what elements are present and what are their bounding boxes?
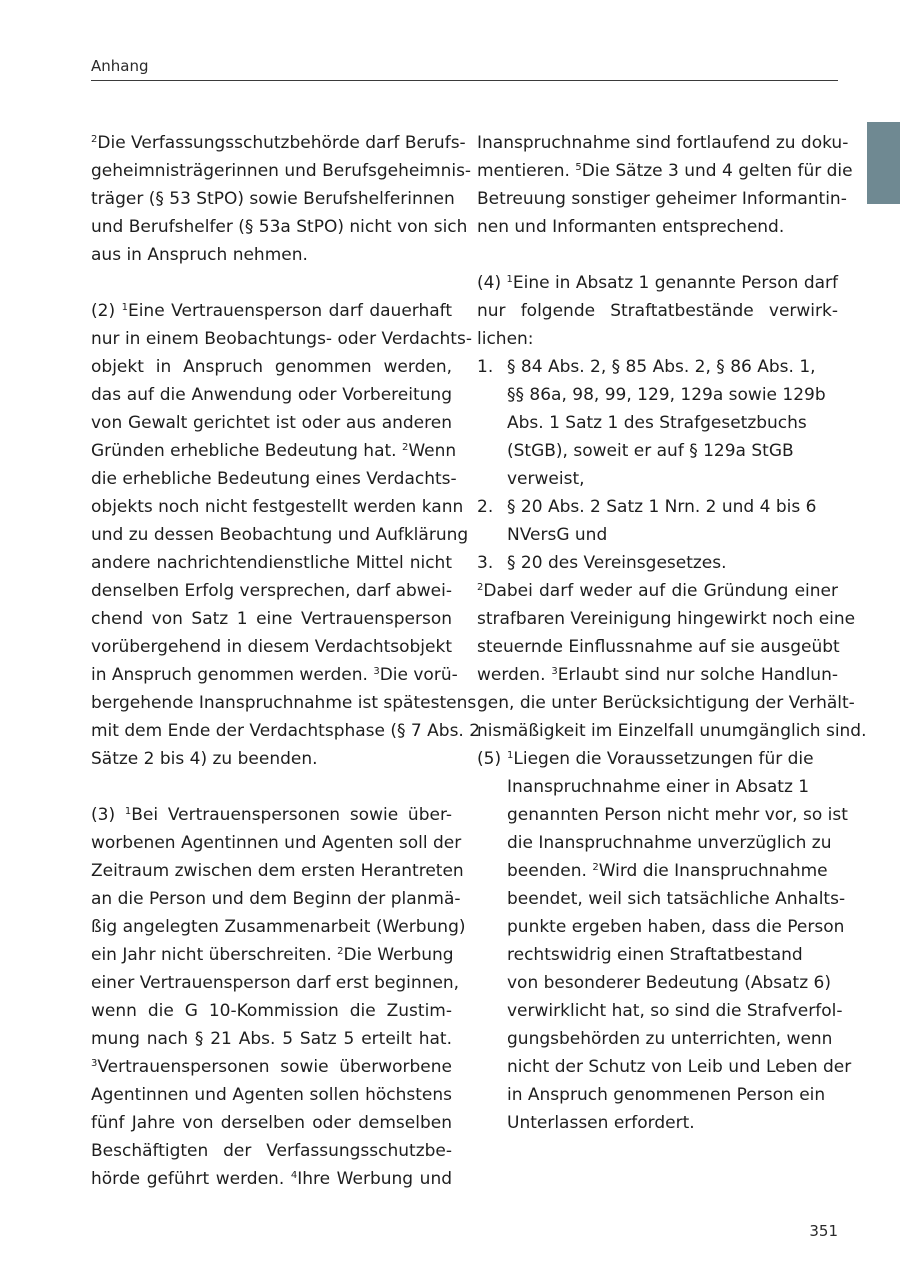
right-text-column bbox=[477, 129, 867, 1137]
text-line: mentieren. $^5$Die Sätze 3 und 4 gelten für die bbox=[477, 161, 853, 181]
text-line: Inanspruchnahme einer in Absatz 1 bbox=[507, 777, 810, 797]
list-item-line bbox=[477, 493, 838, 521]
text-line: das auf die Anwendung oder Vorbereitung bbox=[91, 385, 452, 405]
text-line: Gründen erhebliche Bedeutung hat. $^2$Wenn bbox=[91, 441, 457, 461]
paragraph-gap bbox=[477, 241, 838, 269]
text-line: vorübergehend in diesem Verdachtsobjekt bbox=[91, 637, 452, 657]
text-line: steuernde Einflussnahme auf sie ausgeübt bbox=[477, 637, 840, 657]
text-line: die Inanspruchnahme unverzüglich zu bbox=[507, 833, 832, 853]
text-line: und Berufshelfer (§ 53a StPO) nicht von sich bbox=[91, 217, 468, 237]
text-line: punkte ergeben haben, dass die Person bbox=[507, 917, 845, 937]
paragraph-gap bbox=[91, 773, 452, 801]
header-rule bbox=[91, 80, 838, 81]
text-line: Agentinnen und Agenten sollen höchstens bbox=[91, 1085, 452, 1105]
text-line: Unterlassen erfordert. bbox=[507, 1113, 695, 1133]
text-line: andere nachrichtendienstliche Mittel nicht bbox=[91, 553, 452, 573]
list-item-text: § 20 des Vereinsgesetzes. bbox=[507, 553, 727, 573]
text-line: hörde geführt werden. $^4$Ihre Werbung und bbox=[91, 1169, 453, 1189]
text-line: $^2$Dabei darf weder auf die Gründung einer bbox=[477, 581, 838, 601]
list-item-number: 3. bbox=[477, 553, 494, 573]
text-line: (2) $^1$Eine Vertrauensperson darf dauerhaft bbox=[91, 301, 453, 321]
text-line: die erhebliche Bedeutung eines Verdachts- bbox=[91, 469, 457, 489]
text-line: von Gewalt gerichtet ist oder aus anderen bbox=[91, 413, 452, 433]
text-line: nen und Informanten entsprechend. bbox=[477, 217, 785, 237]
text-line: beenden. $^2$Wird die Inanspruchnahme bbox=[507, 861, 828, 881]
text-line: mit dem Ende der Verdachtsphase (§ 7 Abs. 2 bbox=[91, 721, 481, 741]
text-line: ein Jahr nicht überschreiten. $^2$Die Werbung bbox=[91, 945, 454, 965]
list-item-line bbox=[477, 549, 838, 577]
text-line: (4) $^1$Eine in Absatz 1 genannte Person darf bbox=[477, 273, 839, 293]
text-line: Inanspruchnahme sind fortlaufend zu doku- bbox=[477, 133, 849, 153]
text-line: worbenen Agentinnen und Agenten soll der bbox=[91, 833, 462, 853]
text-line: mung nach § 21 Abs. 5 Satz 5 erteilt hat. bbox=[91, 1029, 452, 1049]
text-line: gen, die unter Berücksichtigung der Verhält- bbox=[477, 693, 855, 713]
text-line: geheimnisträgerinnen und Berufsgeheimnis- bbox=[91, 161, 472, 181]
text-line: fünf Jahre von derselben oder demselben bbox=[91, 1113, 452, 1133]
text-line: lichen: bbox=[477, 329, 534, 349]
text-line: träger (§ 53 StPO) sowie Berufshelferinnen bbox=[91, 189, 455, 209]
text-line: objekt in Anspruch genommen werden, bbox=[91, 357, 452, 377]
text-line: einer Vertrauensperson darf erst beginnen, bbox=[91, 973, 460, 993]
text-line: nismäßigkeit im Einzelfall unumgänglich sind. bbox=[477, 721, 867, 741]
text-line: nur in einem Beobachtungs- oder Verdachts- bbox=[91, 329, 472, 349]
text-line: objekts noch nicht festgestellt werden kann bbox=[91, 497, 464, 517]
text-line: $^3$Vertrauenspersonen sowie überworbene bbox=[91, 1057, 452, 1077]
text-line: von besonderer Bedeutung (Absatz 6) bbox=[507, 973, 831, 993]
text-line: in Anspruch genommenen Person ein bbox=[507, 1085, 826, 1105]
text-line: $^2$Die Verfassungsschutzbehörde darf Berufs- bbox=[91, 133, 466, 153]
text-line: Betreuung sonstiger geheimer Informantin- bbox=[477, 189, 847, 209]
text-line: und zu dessen Beobachtung und Aufklärung bbox=[91, 525, 469, 545]
text-line: (StGB), soweit er auf § 129a StGB bbox=[507, 441, 794, 461]
text-line: chend von Satz 1 eine Vertrauensperson bbox=[91, 609, 452, 629]
text-line: in Anspruch genommen werden. $^3$Die vorü- bbox=[91, 665, 458, 685]
chapter-side-tab bbox=[867, 122, 900, 204]
list-item-line bbox=[477, 745, 838, 773]
list-item-text: § 20 Abs. 2 Satz 1 Nrn. 2 und 4 bis 6 bbox=[507, 497, 817, 517]
text-line: aus in Anspruch nehmen. bbox=[91, 245, 308, 265]
text-line: genannten Person nicht mehr vor, so ist bbox=[507, 805, 848, 825]
text-line: verwirklicht hat, so sind die Strafverfol- bbox=[507, 1001, 843, 1021]
list-item-text: $^1$Liegen die Voraussetzungen für die bbox=[507, 749, 814, 769]
text-line: §§ 86a, 98, 99, 129, 129a sowie 129b bbox=[507, 385, 826, 405]
text-line: verweist, bbox=[507, 469, 585, 489]
text-line: an die Person und dem Beginn der planmä- bbox=[91, 889, 461, 909]
running-header: Anhang bbox=[91, 57, 149, 75]
list-item-number: 2. bbox=[477, 497, 494, 517]
text-line: ßig angelegten Zusammenarbeit (Werbung) bbox=[91, 917, 466, 937]
text-line: (3) $^1$Bei Vertrauenspersonen sowie über- bbox=[91, 805, 452, 825]
text-line: nicht der Schutz von Leib und Leben der bbox=[507, 1057, 852, 1077]
text-line: gungsbehörden zu unterrichten, wenn bbox=[507, 1029, 833, 1049]
paragraph-gap bbox=[91, 269, 452, 297]
page-number: 351 bbox=[809, 1222, 838, 1240]
text-line: denselben Erfolg versprechen, darf abwei- bbox=[91, 581, 452, 601]
text-line: strafbaren Vereinigung hingewirkt noch eine bbox=[477, 609, 856, 629]
text-line: wenn die G 10-Kommission die Zustim- bbox=[91, 1001, 452, 1021]
text-line: werden. $^3$Erlaubt sind nur solche Handlun- bbox=[477, 665, 838, 685]
text-line: NVersG und bbox=[507, 525, 608, 545]
text-line: beendet, weil sich tatsächliche Anhalts- bbox=[507, 889, 846, 909]
text-line: rechtswidrig einen Straftatbestand bbox=[507, 945, 803, 965]
list-item-number: (5) bbox=[477, 749, 502, 769]
list-item-line bbox=[477, 353, 838, 381]
text-line: Sätze 2 bis 4) zu beenden. bbox=[91, 749, 318, 769]
text-line: bergehende Inanspruchnahme ist spätestens bbox=[91, 693, 477, 713]
list-item-number: 1. bbox=[477, 357, 494, 377]
text-line: nur folgende Straftatbestände verwirk- bbox=[477, 301, 838, 321]
text-line: Beschäftigten der Verfassungsschutzbe- bbox=[91, 1141, 452, 1161]
text-line: Zeitraum zwischen dem ersten Herantreten bbox=[91, 861, 464, 881]
left-text-column bbox=[91, 129, 481, 1193]
text-line: Abs. 1 Satz 1 des Strafgesetzbuchs bbox=[507, 413, 807, 433]
list-item-text: § 84 Abs. 2, § 85 Abs. 2, § 86 Abs. 1, bbox=[507, 357, 816, 377]
